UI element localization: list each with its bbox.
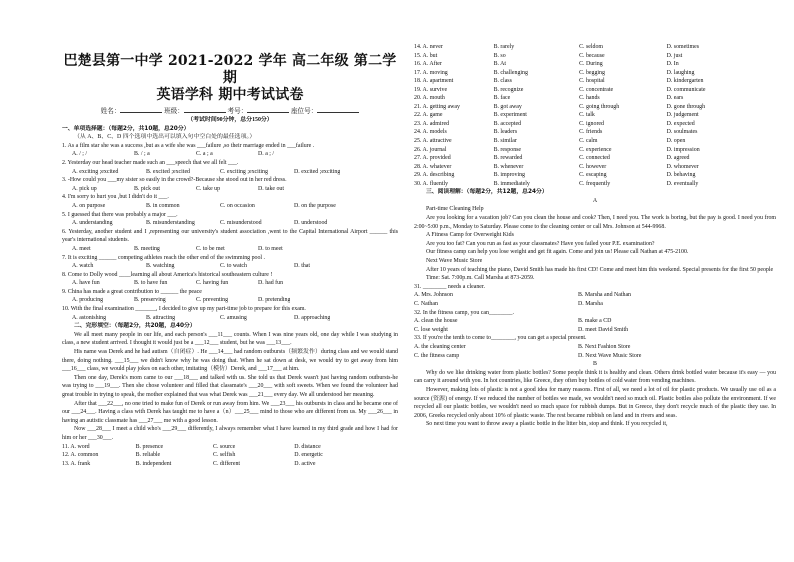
option-a-text[interactable]: A. frank bbox=[70, 460, 91, 467]
answer-option[interactable]: A. watch bbox=[72, 263, 94, 270]
passage-a bbox=[414, 205, 776, 282]
answer-option[interactable]: C. Nathan bbox=[414, 301, 438, 308]
cloze-paragraph: Now ___28___ I meet a child who's ___29___ differently, I always remember what I have learned in my third grade and how I had for him or her ___30___. bbox=[62, 426, 398, 441]
cloze-paragraph: His name was Derek and he had autism（自闭症）. He ___14___ had random outbursts（频繁发作）during class and we would stand there, doing nothing. ___15___ we didn't know why he was doing that. When he sat down at desk, we would try to get away from him ___16___ class, we would play jokes on each other, imitating（模仿）Derek, and ___17___ at him. bbox=[62, 349, 398, 373]
question-options bbox=[414, 326, 776, 335]
answer-option[interactable]: B. watching bbox=[146, 263, 175, 270]
cloze-option-row bbox=[414, 120, 776, 129]
cloze-option-row bbox=[414, 103, 776, 112]
question-options bbox=[62, 262, 398, 271]
question-options bbox=[62, 168, 398, 177]
option-a[interactable] bbox=[414, 86, 494, 95]
item-number: 26. bbox=[414, 146, 422, 153]
cloze-option-row bbox=[414, 69, 776, 78]
cloze-option-row bbox=[414, 163, 776, 172]
option-a-text[interactable]: A. journal bbox=[422, 146, 447, 153]
option-a-text[interactable]: A. common bbox=[70, 452, 99, 459]
option-d[interactable]: D. sometimes bbox=[666, 44, 700, 50]
ad-text: Are you too fat? Can you run as fast as your classmates? Have you failed your P.E. examination? bbox=[426, 240, 655, 247]
student-info-line bbox=[62, 106, 398, 116]
question-options bbox=[62, 219, 398, 228]
option-a[interactable] bbox=[414, 146, 494, 155]
option-b[interactable]: B. immediately bbox=[493, 180, 530, 187]
option-d[interactable]: D. distance bbox=[294, 443, 321, 450]
option-d[interactable]: D. expected bbox=[666, 120, 695, 127]
name-blank[interactable] bbox=[120, 106, 162, 113]
cloze-passage bbox=[62, 331, 398, 443]
option-c[interactable]: C. friends bbox=[579, 129, 603, 136]
ad-title: Part-time Cleaning Help bbox=[426, 206, 484, 213]
answer-option[interactable]: D. that bbox=[294, 263, 311, 270]
answer-option[interactable]: D. take out bbox=[258, 185, 285, 192]
question-options bbox=[62, 314, 398, 323]
option-b[interactable]: B. got away bbox=[493, 103, 522, 110]
option-a[interactable] bbox=[414, 60, 494, 69]
option-b[interactable]: B. improving bbox=[493, 172, 525, 179]
option-a-text[interactable]: A. but bbox=[422, 52, 438, 59]
answer-option[interactable]: A. astonishing bbox=[72, 314, 107, 321]
option-a-text[interactable]: A. survive bbox=[422, 86, 448, 93]
cloze-option-row bbox=[414, 146, 776, 155]
option-b[interactable]: B. reliable bbox=[135, 452, 161, 459]
answer-option[interactable]: D. on the purpose bbox=[294, 202, 336, 209]
option-d[interactable]: D. judgement bbox=[666, 112, 699, 119]
question-stem: 9. China has made a great contribution to ______ the peace bbox=[62, 288, 202, 295]
question-stem: 4. I'm sorry to hurt you ,but I didn't do it ___. bbox=[62, 194, 169, 201]
item-number: 28. bbox=[414, 163, 422, 170]
option-a-text[interactable]: A. describing bbox=[422, 172, 455, 179]
question-options bbox=[62, 279, 398, 288]
option-c[interactable]: C. experience bbox=[579, 146, 612, 153]
cloze-paragraph: Then one day, Derek's mom came to our ___18___ and talked with us. She told us that Derek wasn't just having random outbursts-he was trying to ___19___. Then she chose volunteer and filled that classmate's ___20___ with soft sweets. When we found the volunteer had great trouble in trying to speak, the mother explained that was what Derek was ___21___ every day. We all understood her meaning. bbox=[62, 374, 398, 398]
option-a[interactable] bbox=[414, 128, 494, 137]
option-c[interactable]: C. hospital bbox=[579, 78, 605, 85]
answer-option[interactable]: A. the cleaning center bbox=[414, 343, 466, 350]
option-a[interactable] bbox=[414, 111, 494, 120]
question-options bbox=[414, 300, 776, 309]
item-number: 15. bbox=[414, 52, 422, 59]
cloze-options-left bbox=[62, 443, 398, 469]
ad-title: Next Wave Music Store bbox=[426, 258, 483, 265]
cloze-paragraph: After that ___22___, no one tried to make fun of Derek or run away from him. We ___23___ his outbursts in class and he became one of our ___24___. Having a class with Derek has taught me to have a（n）___25___ mind to those who are different from us. My ___26___ in having an autistic classmate has ___27___ me with a good lesson. bbox=[62, 400, 398, 424]
answer-option[interactable]: D. pretending bbox=[258, 297, 291, 304]
answer-option[interactable]: D. had fun bbox=[258, 280, 284, 287]
cloze-option-row bbox=[62, 443, 398, 452]
option-d[interactable]: D. behaving bbox=[666, 172, 696, 179]
option-c[interactable]: C. connected bbox=[579, 155, 610, 162]
item-number: 17. bbox=[414, 69, 422, 76]
answer-option[interactable]: A. clean the house bbox=[414, 318, 458, 325]
passage-b-label: B bbox=[593, 361, 597, 368]
option-c[interactable]: C. escaping bbox=[579, 172, 607, 179]
answer-option[interactable]: A. pick up bbox=[72, 185, 97, 192]
cloze-options-right bbox=[414, 43, 776, 188]
ad-text: Our fitness camp can help you lose weight and get fit again. Come and join us! Please call Nathan at 475-2100. bbox=[426, 249, 689, 256]
option-a[interactable] bbox=[414, 180, 494, 189]
option-d[interactable]: D. kindergarten bbox=[666, 78, 704, 85]
answer-option[interactable]: A. on purpose bbox=[72, 202, 106, 209]
option-a[interactable] bbox=[414, 154, 494, 163]
option-b[interactable]: B. rarely bbox=[493, 44, 515, 50]
passage-a-questions bbox=[414, 283, 776, 360]
option-a[interactable] bbox=[414, 137, 494, 146]
answer-option[interactable]: A. understanding bbox=[72, 220, 113, 227]
option-c[interactable]: C. begging bbox=[579, 69, 605, 76]
option-b[interactable]: B. challenging bbox=[493, 69, 528, 76]
answer-option[interactable]: D. Marsha bbox=[578, 301, 603, 308]
answer-option[interactable]: B. / ; a bbox=[134, 151, 150, 158]
option-a-text[interactable]: A. After bbox=[422, 61, 442, 68]
answer-option[interactable]: D. approaching bbox=[294, 314, 331, 321]
ad-title: A Fitness Camp for Overweight Kids bbox=[426, 232, 514, 239]
option-c[interactable]: C. ignored bbox=[579, 120, 604, 127]
item-number: 29. bbox=[414, 172, 422, 179]
section2-heading: 二、完形填空：（每题2分，共20题，总40分） bbox=[74, 323, 196, 330]
option-d[interactable]: D. agreed bbox=[666, 155, 690, 162]
question-options bbox=[62, 185, 398, 194]
question-options bbox=[414, 317, 776, 326]
question-options bbox=[62, 245, 398, 254]
option-a-text[interactable]: A. attractive bbox=[422, 138, 452, 145]
cloze-option-row bbox=[414, 60, 776, 69]
option-b[interactable]: B. leaders bbox=[493, 129, 518, 136]
answer-option[interactable]: B. misunderstanding bbox=[146, 220, 195, 227]
option-b[interactable]: B. At bbox=[493, 61, 507, 68]
option-a-text[interactable]: A. whatever bbox=[422, 163, 452, 170]
answer-option[interactable]: C. lose weight bbox=[414, 326, 448, 333]
option-d[interactable]: D. gone through bbox=[666, 103, 706, 110]
option-c[interactable]: C. frequently bbox=[579, 180, 611, 187]
option-a-text[interactable]: A. game bbox=[422, 112, 443, 119]
answer-option[interactable]: C. exciting ;exciting bbox=[220, 168, 268, 175]
cloze-option-row bbox=[414, 77, 776, 86]
option-c[interactable]: C. however bbox=[579, 163, 607, 170]
question-options bbox=[414, 352, 776, 361]
question-stem: 31. ________ needs a cleaner. bbox=[414, 283, 485, 290]
answer-option[interactable]: C. having fun bbox=[196, 280, 229, 287]
question-stem: 6. Yesterday, another student and I ,representing our university's student association ,went to the Capital International Airport ______ this year's international students. bbox=[62, 228, 398, 244]
item-number: 16. bbox=[414, 61, 422, 68]
answer-option[interactable]: B. meeting bbox=[134, 245, 160, 252]
option-d[interactable]: D. just bbox=[666, 52, 683, 59]
answer-option[interactable]: B. preserving bbox=[134, 297, 166, 304]
cloze-option-row bbox=[414, 180, 776, 189]
answer-option[interactable]: D. to meet bbox=[258, 245, 283, 252]
option-c[interactable]: C. going through bbox=[579, 103, 620, 110]
option-a-text[interactable]: A. never bbox=[422, 44, 443, 50]
question-options bbox=[62, 202, 398, 211]
cloze-option-row bbox=[414, 86, 776, 95]
answer-option[interactable]: B. attracting bbox=[146, 314, 176, 321]
answer-option[interactable]: C. to be met bbox=[196, 245, 225, 252]
option-a-text[interactable]: A. provided bbox=[422, 155, 451, 162]
question-options bbox=[414, 291, 776, 300]
option-b[interactable]: B. whenever bbox=[493, 163, 524, 170]
item-number: 23. bbox=[414, 120, 422, 127]
option-b[interactable]: B. rewarded bbox=[493, 155, 523, 162]
item-number: 22. bbox=[414, 112, 422, 119]
class-blank[interactable] bbox=[184, 106, 226, 113]
item-number: 20. bbox=[414, 95, 422, 102]
passage-a-label: A bbox=[592, 197, 598, 204]
answer-option[interactable]: B. in common bbox=[146, 202, 180, 209]
item-number: 19. bbox=[414, 86, 422, 93]
option-d[interactable]: D. soulmates bbox=[666, 129, 698, 136]
answer-option[interactable]: B. excited ;excited bbox=[146, 168, 190, 175]
option-d[interactable]: D. energetic bbox=[294, 452, 323, 459]
cloze-option-row bbox=[414, 43, 776, 52]
option-c[interactable]: C. source bbox=[213, 443, 236, 450]
cloze-option-row bbox=[414, 154, 776, 163]
question-stem: 3. -How could you ___my sister so easily in the crowd?-Because she stood out in her red dress. bbox=[62, 177, 287, 184]
option-d[interactable]: D. open bbox=[666, 138, 686, 145]
option-c[interactable]: C. seldom bbox=[579, 44, 603, 50]
option-d[interactable]: D. ears bbox=[666, 95, 684, 102]
option-a[interactable] bbox=[62, 451, 136, 460]
option-a-text[interactable]: A. moving bbox=[422, 69, 448, 76]
cloze-option-row bbox=[414, 128, 776, 137]
exam-time-info: （考试时间90分钟，总分150分） bbox=[187, 117, 273, 123]
option-d[interactable]: D. In bbox=[666, 61, 679, 68]
option-a-text[interactable]: A. fluently bbox=[422, 180, 449, 187]
item-number: 12. bbox=[62, 452, 70, 459]
answer-option[interactable]: C. amusing bbox=[220, 314, 247, 321]
option-c[interactable]: C. because bbox=[579, 52, 605, 59]
option-a[interactable] bbox=[62, 443, 136, 452]
exam-number-blank[interactable] bbox=[247, 106, 289, 113]
option-d[interactable]: D. communicate bbox=[666, 86, 706, 93]
answer-option[interactable]: D. understood bbox=[294, 220, 328, 227]
section1-questions bbox=[62, 142, 398, 322]
question-options bbox=[62, 150, 398, 159]
option-a-text[interactable]: A. word bbox=[70, 443, 90, 450]
answer-option[interactable]: B. make a CD bbox=[578, 318, 612, 325]
question-stem: 7. It is exciting ______ competing athletes reach the other end of the swimming pool . bbox=[62, 254, 266, 261]
option-b[interactable]: B. recognize bbox=[493, 86, 524, 93]
option-a[interactable] bbox=[62, 460, 136, 469]
option-a-text[interactable]: A. mouth bbox=[422, 95, 445, 102]
cloze-option-row bbox=[62, 460, 398, 469]
question-stem: 8. Come to Dolly wood ____learning all about America's historical southeastern culture ! bbox=[62, 271, 273, 278]
answer-option[interactable]: A. meet bbox=[72, 245, 91, 252]
answer-option[interactable]: C. preventing bbox=[196, 297, 229, 304]
answer-option[interactable]: D. Next Wave Music Store bbox=[578, 352, 642, 359]
option-c[interactable]: C. different bbox=[213, 460, 241, 467]
cloze-paragraph: We all meet many people in our life, and each person's ___11___ counts. When I was nine years old, one day while I was studying in class, a new student arrived. I thought it would just be a ___12___ student, but he was ___13___. bbox=[62, 331, 398, 347]
question-options bbox=[62, 296, 398, 305]
answer-option[interactable]: C. the fitness camp bbox=[414, 352, 460, 359]
ad-text: Are you looking for a vacation job? Can you clean the house and cook? Then, I need you. The work is boring, but the pay is good. I need you from 2:00~5:00 p.m., Monday to Saturday. Please come to the cleaning center or call Mrs. Johnson at 544-9968. bbox=[414, 215, 776, 230]
passage-b bbox=[414, 369, 776, 429]
question-stem: 2. Yesterday our head teacher made such an ___speech that we all felt ___. bbox=[62, 159, 239, 166]
answer-option[interactable]: D. meet David Smith bbox=[578, 326, 629, 333]
option-b[interactable]: B. accepted bbox=[493, 120, 522, 127]
option-a[interactable] bbox=[414, 120, 494, 129]
option-a-text[interactable]: A. admired bbox=[422, 120, 450, 127]
option-b[interactable]: B. independent bbox=[135, 460, 172, 467]
answer-option[interactable]: D. excited ;exciting bbox=[294, 168, 341, 175]
option-d[interactable]: D. active bbox=[294, 460, 316, 467]
option-c[interactable]: C. talk bbox=[579, 112, 595, 119]
answer-option[interactable]: B. Next Fashion Store bbox=[578, 343, 631, 350]
option-c[interactable]: C. selfish bbox=[213, 452, 236, 459]
question-stem: 33. If you're the tenth to come to________, you can get a special present. bbox=[414, 335, 587, 342]
option-a[interactable] bbox=[414, 94, 494, 103]
option-a[interactable] bbox=[414, 43, 494, 52]
option-c[interactable]: C. calm bbox=[579, 138, 598, 145]
question-stem: 5. I guessed that there was probably a major ___. bbox=[62, 211, 178, 218]
option-b[interactable]: B. experiment bbox=[493, 112, 527, 119]
item-number: 11. bbox=[62, 443, 70, 450]
item-number: 24. bbox=[414, 129, 422, 136]
seat-number-label: 座位号： bbox=[290, 108, 318, 115]
answer-option[interactable]: B. Marsha and Nathan bbox=[578, 292, 632, 299]
option-a[interactable] bbox=[414, 69, 494, 78]
answer-option[interactable]: A. have fun bbox=[72, 280, 100, 287]
option-a[interactable] bbox=[414, 52, 494, 61]
option-b[interactable]: B. so bbox=[493, 52, 506, 59]
option-a[interactable] bbox=[414, 171, 494, 180]
item-number: 27. bbox=[414, 155, 422, 162]
question-options bbox=[414, 343, 776, 352]
seat-number-blank[interactable] bbox=[317, 106, 359, 113]
option-a-text[interactable]: A. apartment bbox=[422, 78, 454, 85]
name-label: 姓名： bbox=[100, 108, 121, 115]
option-a[interactable] bbox=[414, 163, 494, 172]
item-number: 21. bbox=[414, 103, 422, 110]
exam-title-line1: 巴楚县第一中学 2021-2022 学年 高二年级 第二学期 bbox=[63, 53, 397, 86]
option-a[interactable] bbox=[414, 103, 494, 112]
option-b[interactable]: B. presence bbox=[135, 443, 164, 450]
item-number: 13. bbox=[62, 460, 70, 467]
option-c[interactable]: C. During bbox=[579, 61, 603, 68]
item-number: 14. bbox=[414, 44, 422, 50]
answer-option[interactable]: A. / ; / bbox=[72, 151, 88, 158]
cloze-option-row bbox=[414, 171, 776, 180]
option-c[interactable]: C. concentrate bbox=[579, 86, 614, 93]
cloze-option-row bbox=[414, 94, 776, 103]
item-number: 18. bbox=[414, 78, 422, 85]
ad-text: Time: Sat. 7:00p.m. Call Marsha at 873-2059. bbox=[426, 275, 535, 282]
answer-option[interactable]: A. producing bbox=[72, 297, 104, 304]
left-column bbox=[62, 0, 398, 468]
class-label: 班级： bbox=[164, 108, 184, 115]
cloze-option-row bbox=[62, 451, 398, 460]
passage-b-paragraph: Why do we like drinking water from plastic bottles? Some people think it is healthy and clean. Others drink bottled water because it's easy — you can carry it around with you. In hot countries, like Greece, they often buy bottles of cold water from vending machines. bbox=[414, 369, 776, 385]
option-b[interactable]: B. class bbox=[493, 78, 512, 85]
option-a[interactable] bbox=[414, 77, 494, 86]
right-column bbox=[414, 0, 776, 429]
answer-option[interactable]: A. exciting ;excited bbox=[72, 168, 119, 175]
option-b[interactable]: B. similar bbox=[493, 138, 517, 145]
section1-instruction: （从 A、B、C、D 四个选项中选出可以填入句中空白处的最佳选项。） bbox=[74, 134, 256, 141]
option-b[interactable]: B. response bbox=[493, 146, 522, 153]
passage-b-paragraph: However, making lots of plastic is not a good idea for many reasons. First of all, we need a lot of oil for plastic products. We usually use oil as a source (资源) of energy. If we reduced the number of bottles we made, we wouldn't need so much oil. Plastic bottles also pollute the environment. If we recycled all our plastic bottles, we wouldn't need so much space for rubbish dumps. But in Greece, they don't recycle much of the plastic they use. In 2006, Greeks recycled only about 10% of plastic waste. The rest became rubbish on land and in rivers and seas. bbox=[414, 386, 776, 419]
answer-option[interactable]: B. to have fun bbox=[134, 280, 168, 287]
exam-title-line2: 英语学科 期中考试试卷 bbox=[156, 87, 304, 103]
question-stem: 10. With the final examination _______, I decided to give up my part-time job to prepare for this exam. bbox=[62, 306, 306, 313]
option-d[interactable]: D. eventually bbox=[666, 180, 699, 187]
section1-heading: 一、单项选择题：（每题2分，共10题，总20分） bbox=[62, 125, 190, 132]
cloze-option-row bbox=[414, 111, 776, 120]
cloze-option-row bbox=[414, 137, 776, 146]
question-stem: 32. In the fitness camp, you can________. bbox=[414, 309, 514, 316]
answer-option[interactable]: C. on occasion bbox=[220, 202, 255, 209]
option-d[interactable]: D. whomever bbox=[666, 163, 699, 170]
option-d[interactable]: D. impression bbox=[666, 146, 700, 153]
question-stem: 1. As a film star she was a success ,but as a wife she was ___failure ,so their marriage ended in ___failure . bbox=[62, 142, 315, 149]
cloze-option-row bbox=[414, 52, 776, 61]
section3-heading: 三、阅读理解：（每题2分，共12题，总24分） bbox=[426, 189, 548, 196]
option-c[interactable]: C. hands bbox=[579, 95, 600, 102]
passage-b-paragraph: So next time you want to throw away a plastic bottle in the litter bin, stop and think. If you recycled it, bbox=[426, 421, 668, 428]
answer-option[interactable]: C. misunderstood bbox=[220, 220, 262, 227]
answer-option[interactable]: B. pick out bbox=[134, 185, 161, 192]
option-a-text[interactable]: A. getting away bbox=[422, 103, 460, 110]
ad-text: After 10 years of teaching the piano, David Smith has made his first CD! Come and meet him this weekend. Special presents for the first 50 people bbox=[426, 266, 774, 273]
item-number: 30. bbox=[414, 180, 422, 187]
exam-number-label: 考号： bbox=[227, 108, 248, 115]
answer-option[interactable]: C. take up bbox=[196, 185, 221, 192]
option-d[interactable]: D. laughing bbox=[666, 69, 695, 76]
answer-option[interactable]: A. Mrs. Johnson bbox=[414, 292, 453, 299]
option-a-text[interactable]: A. models bbox=[422, 129, 447, 136]
item-number: 25. bbox=[414, 138, 422, 145]
answer-option[interactable]: D. a ; / bbox=[258, 151, 275, 158]
answer-option[interactable]: C. a ; a bbox=[196, 151, 213, 158]
answer-option[interactable]: C. to watch bbox=[220, 263, 247, 270]
option-b[interactable]: B. face bbox=[493, 95, 511, 102]
